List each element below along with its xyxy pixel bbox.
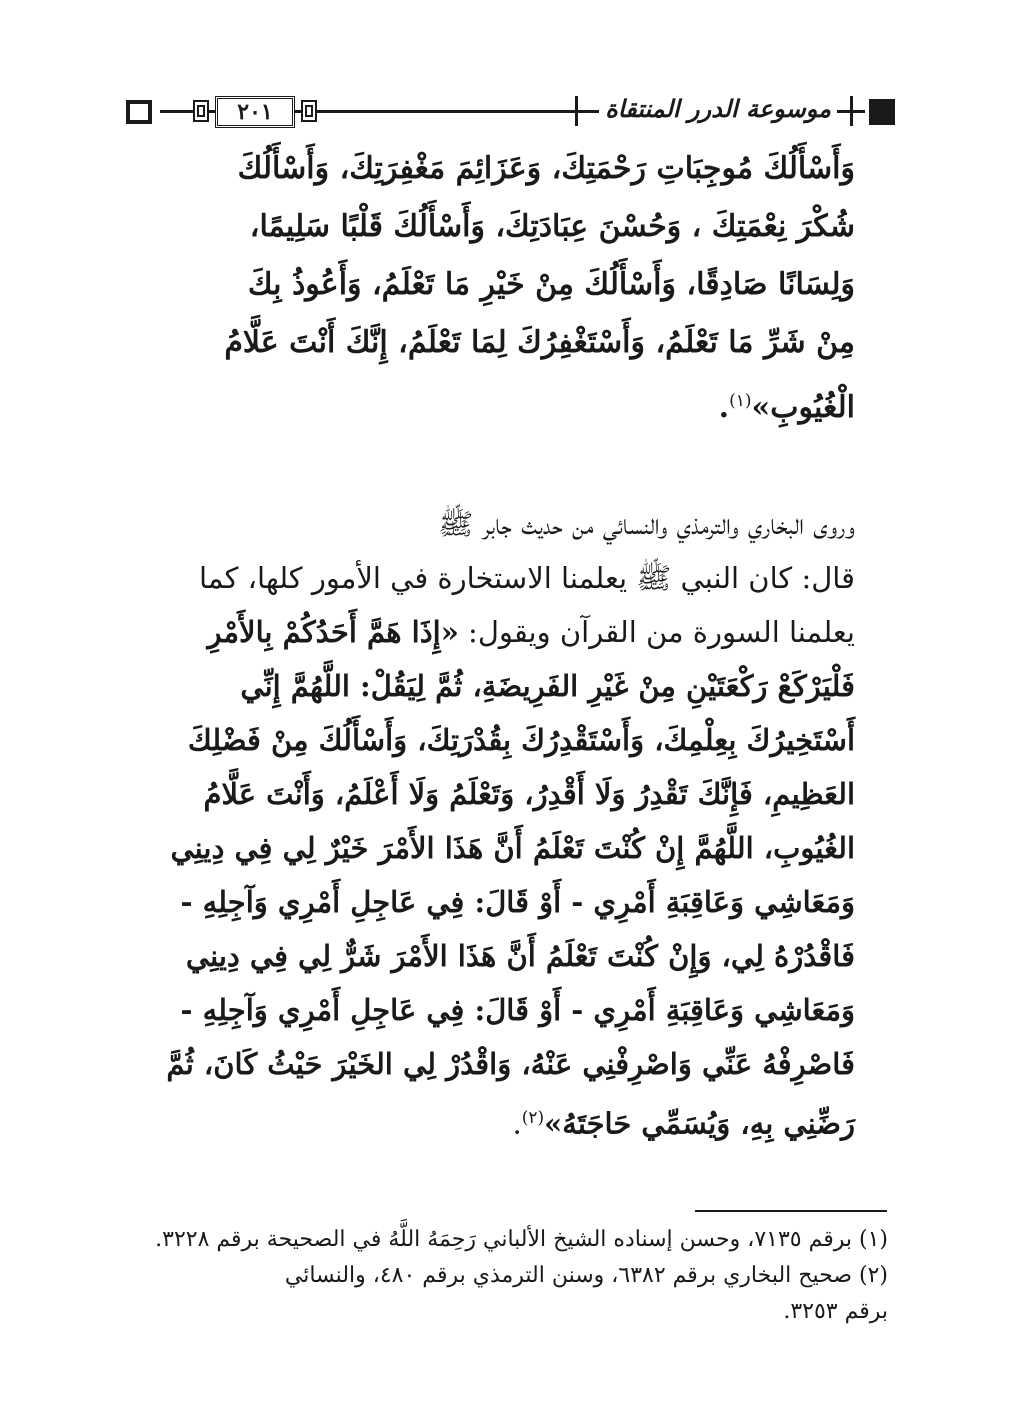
hadith-line: وَمَعَاشِي وَعَاقِبَةِ أَمْرِي - أَوْ قَالَ: فِي عَاجِلِ أَمْرِي وَآجِلِهِ - [180, 885, 855, 919]
hadith-line: فَاقْدُرْهُ لِي، وَإِنْ كُنْتَ تَعْلَمُ أَنَّ هَذَا الأَمْرَ شَرٌّ لِي فِي دِينِي [185, 939, 855, 973]
text-line: مِنْ شَرِّ مَا تَعْلَمُ، وَأَسْتَغْفِرُكَ لِمَا تَعْلَمُ، إِنَّكَ أَنْتَ عَلَّامُ [224, 325, 855, 360]
footnote-1: (١) برقم ٧١٣٥، وحسن إسناده الشيخ الألباني رَحِمَهُ اللَّهُ في الصحيحة برقم ٣٢٢٨. [155, 1227, 888, 1252]
hadith-line: أَسْتَخِيرُكَ بِعِلْمِكَ، وَأَسْتَقْدِرُكَ بِقُدْرَتِكَ، وَأَسْأَلُكَ مِنْ فَضْلِكَ [187, 723, 855, 757]
hadith-last-words: الْغُيُوبِ» [751, 390, 855, 425]
page-number: ٢٠١ [215, 96, 295, 128]
footnote-2: (٢) صحيح البخاري برقم ٦٣٨٢، وسنن الترمذي برقم ٤٨٠، والنسائي [284, 1263, 888, 1288]
header-knot-ornament-left [192, 98, 210, 124]
header-right-square-ornament [869, 99, 895, 125]
hadith-line: فَلْيَرْكَعْ رَكْعَتَيْنِ مِنْ غَيْرِ الفَرِيضَةِ، ثُمَّ لِيَقُلْ: اللَّهُمَّ إِنِّي [240, 669, 855, 703]
text-line: وروى البخاري والترمذي والنسائي من حديث جابر ﷺ [438, 507, 855, 541]
text-line [140, 1091, 855, 1151]
footnote-reference-2: (٢) [521, 1108, 545, 1128]
header-left-square-ornament [126, 100, 152, 124]
hadith-opening: «إِذَا هَمَّ أَحَدُكُمْ بِالأَمْرِ [207, 615, 459, 649]
header-divider-bar-right [850, 96, 853, 126]
text-line: شُكْرَ نِعْمَتِكَ ، وَحُسْنَ عِبَادَتِكَ، وَأَسْأَلُكَ قَلْبًا سَلِيمًا، [249, 209, 855, 244]
footnote-reference-1: (١) [729, 391, 752, 411]
footnote-separator [695, 1210, 887, 1212]
hadith-continuation [140, 140, 855, 437]
hadith-line: وَمَعَاشِي وَعَاقِبَةِ أَمْرِي - أَوْ قَالَ: فِي عَاجِلِ أَمْرِي وَآجِلِهِ - [180, 993, 855, 1027]
footnotes [140, 1222, 888, 1330]
narration-intro: يعلمنا السورة من القرآن ويقول: [458, 615, 855, 649]
sentence-end: . [512, 1106, 522, 1141]
text-line [140, 605, 855, 659]
text-line [140, 372, 855, 437]
istikhara-paragraph [140, 497, 855, 1151]
hadith-last-line: رَضِّنِي بِهِ، وَيُسَمِّي حَاجَتَهُ» [544, 1106, 855, 1141]
header-knot-ornament-right [300, 98, 318, 124]
page-header [120, 90, 895, 140]
hadith-line: فَاصْرِفْهُ عَنِّي وَاصْرِفْنِي عَنْهُ، وَاقْدُرْ لِي الخَيْرَ حَيْثُ كَانَ، ثُمَّ [166, 1047, 855, 1081]
text-line: وَلِسَانًا صَادِقًا، وَأَسْأَلُكَ مِنْ خَيْرِ مَا تَعْلَمُ، وَأَعُوذُ بِكَ [247, 267, 855, 302]
hadith-line: الغُيُوبِ، اللَّهُمَّ إِنْ كُنْتَ تَعْلَمُ أَنَّ هَذَا الأَمْرَ خَيْرٌ لِي فِي دِينِي [170, 831, 855, 865]
text-line: وَأَسْأَلُكَ مُوجِبَاتِ رَحْمَتِكَ، وَعَزَائِمَ مَغْفِرَتِكَ، وَأَسْأَلُكَ [237, 151, 855, 186]
text-line: قال: كان النبي ﷺ يعلمنا الاستخارة في الأمور كلها، كما [199, 561, 855, 595]
hadith-line: العَظِيمِ، فَإِنَّكَ تَقْدِرُ وَلَا أَقْدِرُ، وَتَعْلَمُ وَلَا أَعْلَمُ، وَأَنْتَ عَلَّامُ [203, 777, 855, 811]
series-title: موسوعة الدرر المنتقاة [599, 94, 837, 123]
sentence-end: . [718, 390, 730, 425]
header-divider-bar [575, 96, 578, 126]
footnote-2-continued: برقم ٣٢٥٣. [783, 1299, 888, 1324]
